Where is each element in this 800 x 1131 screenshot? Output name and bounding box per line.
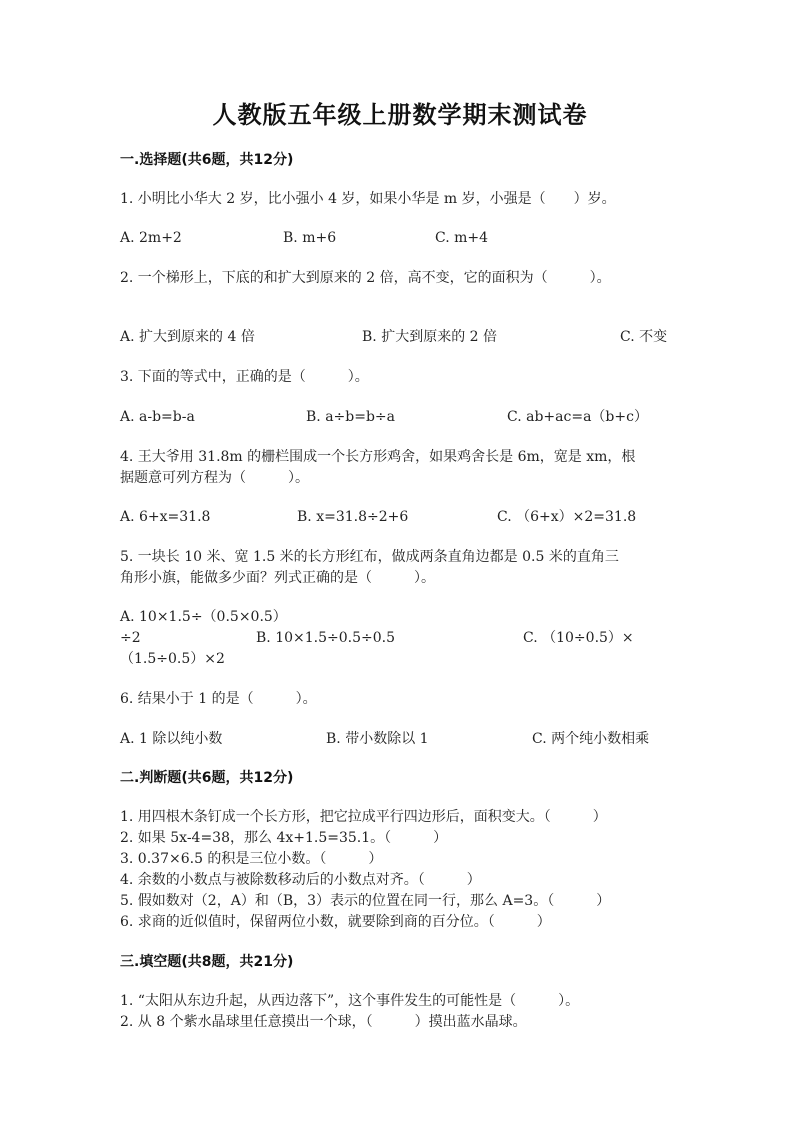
option-b: B. 扩大到原来的 2 倍 [362,329,497,345]
judgment-item: 1. 用四根木条钉成一个长方形，把它拉成平行四边形后，面积变大。（ ） [120,809,607,825]
judgment-item: 5. 假如数对（2，A）和（B，3）表示的位置在同一行，那么 A=3。（ ） [120,893,611,909]
option-a: A. a-b=b-a [120,409,195,425]
judgment-item: 6. 求商的近似值时，保留两位小数，就要除到商的百分位。（ ） [120,914,551,930]
option-b: B. x=31.8÷2+6 [297,509,409,525]
section-heading-choice: 一.选择题(共6题，共12分) [120,152,294,168]
question-4-line-2: 据题意可列方程为（ ）。 [120,470,309,486]
option-c-line-1: C. （10÷0.5）× [523,630,634,646]
option-a-line-1: A. 10×1.5÷（0.5×0.5） [120,609,287,625]
page-title: 人教版五年级上册数学期末测试卷 [212,101,588,129]
fill-blank-item: 2. 从 8 个紫水晶球里任意摸出一个球，（ ）摸出蓝水晶球。 [120,1014,527,1030]
judgment-item: 4. 余数的小数点与被除数移动后的小数点对齐。（ ） [120,872,481,888]
question-2: 2. 一个梯形上，下底的和扩大到原来的 2 倍，高不变，它的面积为（ ）。 [120,270,611,286]
option-a: A. 6+x=31.8 [120,509,211,525]
option-a: A. 扩大到原来的 4 倍 [120,329,255,345]
option-c: C. （6+x）×2=31.8 [497,509,637,525]
option-b: B. m+6 [283,230,337,246]
option-a: A. 2m+2 [120,230,182,246]
option-b: B. 10×1.5÷0.5÷0.5 [256,630,395,646]
option-a-line-2: ÷2 [120,630,141,646]
option-c: C. 不变 [620,329,668,345]
option-c: C. 两个纯小数相乘 [532,731,650,747]
question-5-line-1: 5. 一块长 10 米、宽 1.5 米的长方形红布，做成两条直角边都是 0.5 米的直角三 [120,549,619,565]
judgment-item: 3. 0.37×6.5 的积是三位小数。（ ） [120,851,383,867]
question-4-line-1: 4. 王大爷用 31.8m 的栅栏围成一个长方形鸡舍，如果鸡舍长是 6m，宽是 xm，根 [120,449,636,465]
option-c: C. m+4 [435,230,489,246]
option-c: C. ab+ac=a（b+c） [507,409,648,425]
question-5-line-2: 角形小旗，能做多少面？列式正确的是（ ）。 [120,570,435,586]
question-1: 1. 小明比小华大 2 岁，比小强小 4 岁，如果小华是 m 岁，小强是（ ）岁。 [120,191,616,207]
section-heading-judgment: 二.判断题(共6题，共12分) [120,770,294,786]
judgment-item: 2. 如果 5x-4=38，那么 4x+1.5=35.1。（ ） [120,830,448,846]
option-c-line-2: （1.5÷0.5）×2 [120,651,225,667]
option-b: B. 带小数除以 1 [326,731,429,747]
section-heading-fill-blank: 三.填空题(共8题，共21分) [120,954,294,970]
fill-blank-item: 1. “太阳从东边升起，从西边落下”，这个事件发生的可能性是（ ）。 [120,993,580,1009]
question-6: 6. 结果小于 1 的是（ ）。 [120,691,317,707]
question-3: 3. 下面的等式中，正确的是（ ）。 [120,369,369,385]
option-b: B. a÷b=b÷a [306,409,395,425]
option-a: A. 1 除以纯小数 [120,731,223,747]
